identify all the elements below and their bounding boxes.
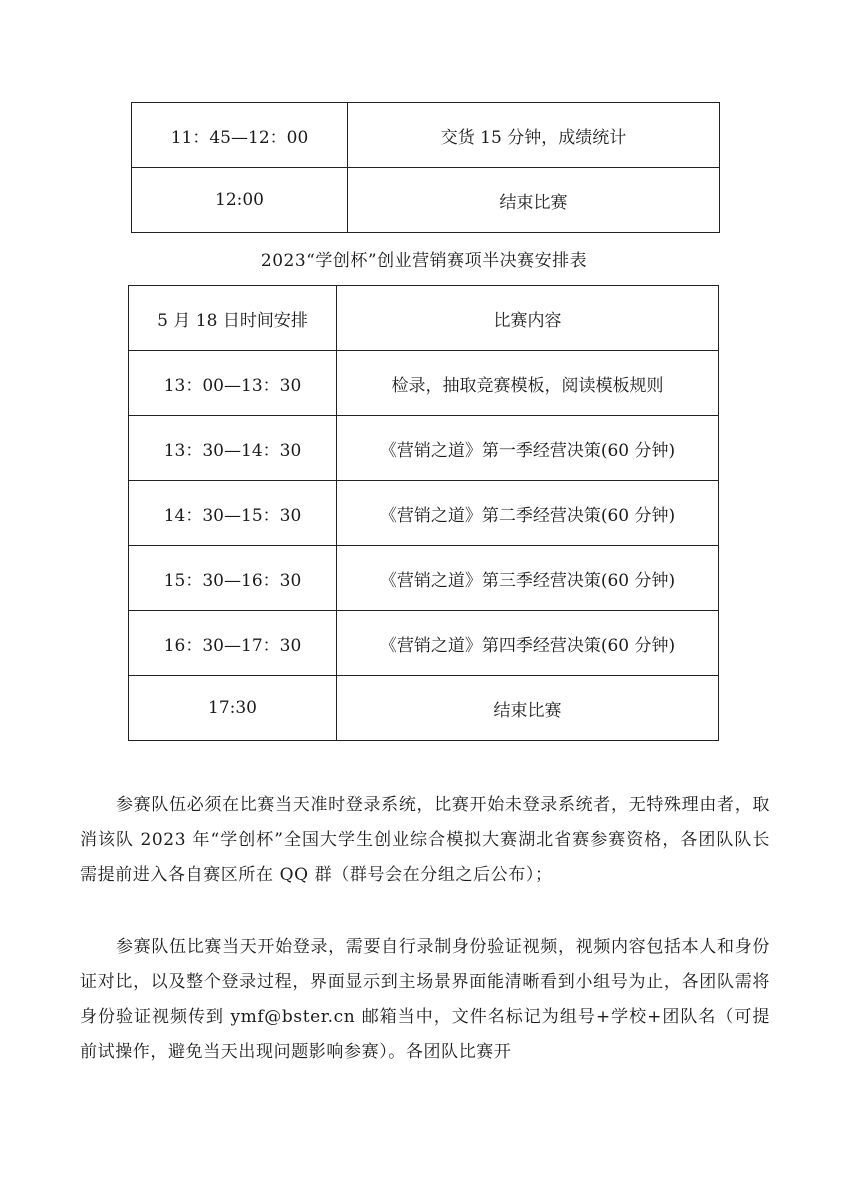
rule-paragraph-login: 参赛队伍必须在比赛当天准时登录系统，比赛开始未登录系统者，无特殊理由者，取消该队 2023 年“学创杯”全国大学生创业综合模拟大赛湖北省赛参赛资格，各团队队长需提前进入各自赛区所在 QQ 群（群号会在分组之后公布）； [80,795,770,885]
table-caption: 2023“学创杯”创业营销赛项半决赛安排表 [260,251,588,271]
content-cell: 《营销之道》第三季经营决策(60 分钟) [337,546,719,611]
table-row [129,416,719,481]
time-cell: 14：30—15：30 [129,481,337,546]
time-cell: 13：00—13：30 [129,351,337,416]
content-cell: 结束比赛 [348,168,720,233]
content-cell: 《营销之道》第二季经营决策(60 分钟) [337,481,719,546]
table-row [129,481,719,546]
content-cell: 《营销之道》第一季经营决策(60 分钟) [337,416,719,481]
schedule-table-continued [131,102,720,233]
content-cell: 结束比赛 [337,676,719,741]
table-row [129,351,719,416]
content-cell: 《营销之道》第四季经营决策(60 分钟) [337,611,719,676]
time-cell: 15：30—16：30 [129,546,337,611]
table-row [129,611,719,676]
table-header-row [129,286,719,351]
time-cell: 11：45—12：00 [132,103,348,168]
semifinal-schedule-table [128,285,719,741]
table-row [132,103,720,168]
content-cell: 交货 15 分钟，成绩统计 [348,103,720,168]
table-row [129,676,719,741]
rule-paragraph-verification: 参赛队伍比赛当天开始登录，需要自行录制身份验证视频，视频内容包括本人和身份证对比，以及整个登录过程，界面显示到主场景界面能清晰看到小组号为止，各团队需将身份验证视频传到 ymf@bster.cn 邮箱当中，文件名标记为组号+学校+团队名（可提前试操作，避免当天出现问题影响参赛）。各团队比赛开 [80,937,770,1062]
table-row [129,546,719,611]
table-row [132,168,720,233]
content-cell: 检录，抽取竞赛模板，阅读模板规则 [337,351,719,416]
time-cell: 13：30—14：30 [129,416,337,481]
time-cell: 16：30—17：30 [129,611,337,676]
time-cell: 17:30 [129,676,337,741]
time-cell: 12:00 [132,168,348,233]
header-time-cell: 5 月 18 日时间安排 [129,286,337,351]
header-content-cell: 比赛内容 [337,286,719,351]
